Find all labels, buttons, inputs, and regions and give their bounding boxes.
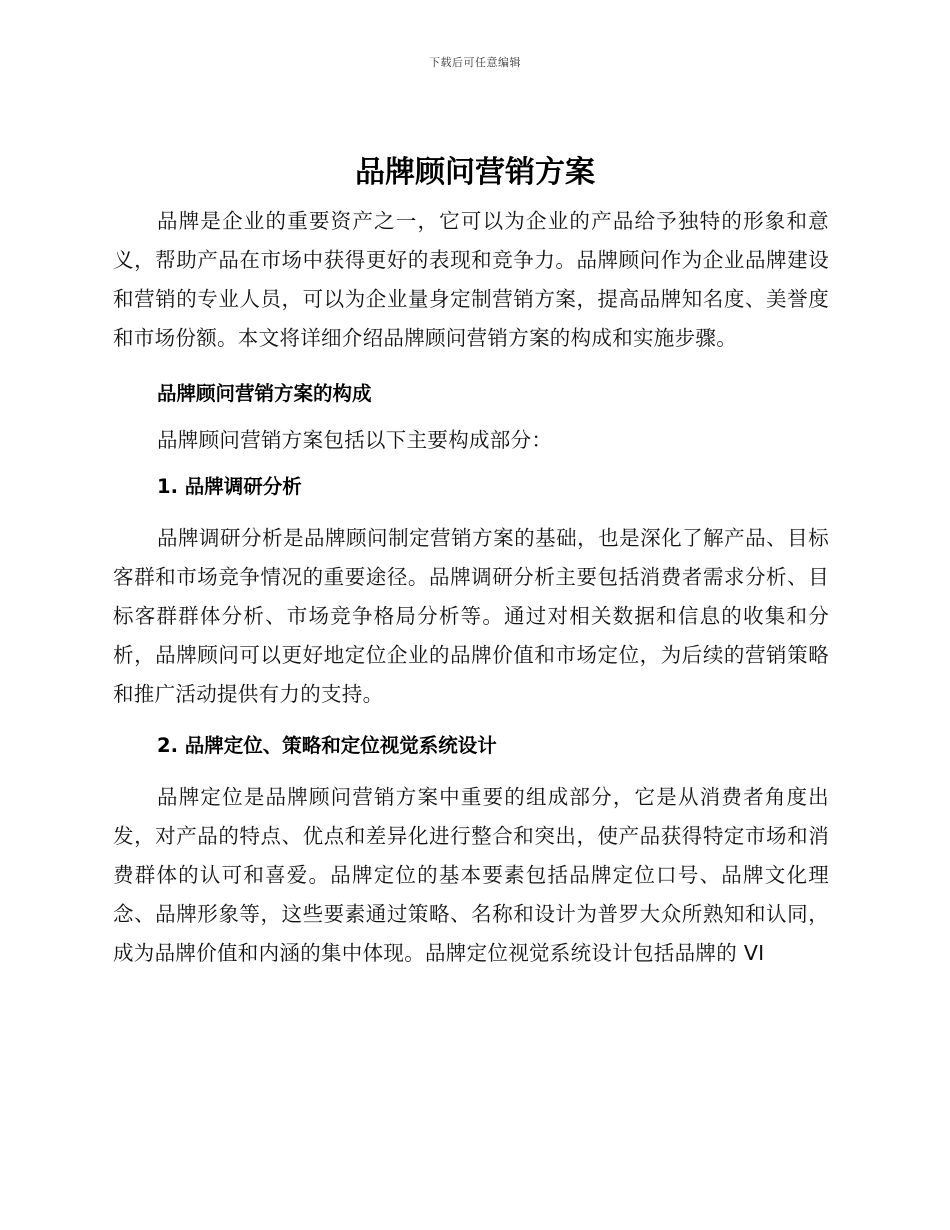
- spacer: [113, 714, 829, 731]
- spacer: [113, 409, 829, 421]
- document-title: 品牌顾问营销方案: [355, 155, 595, 190]
- spacer: [113, 460, 829, 472]
- intro-paragraph: 品牌是企业的重要资产之一，它可以为企业的产品给予独特的形象和意义，帮助产品在市场中获得更好的表现和竞争力。品牌顾问作为企业品牌建设和营销的专业人员，可以为企业量身定制营销方案，提高品牌知名度、美誉度和市场份额。本文将详细介绍品牌顾问营销方案的构成和实施步骤。: [113, 209, 829, 350]
- spacer: [113, 761, 829, 778]
- item-1-heading: 1. 品牌调研分析: [157, 475, 302, 498]
- document-body: [113, 202, 829, 973]
- running-header: 下载后可任意编辑: [429, 56, 521, 69]
- item-2-heading: 2. 品牌定位、策略和定位视觉系统设计: [157, 734, 497, 757]
- spacer: [113, 358, 829, 379]
- item-1-paragraph: 品牌调研分析是品牌顾问制定营销方案的基础，也是深化了解产品、目标客群和市场竞争情况的重要途径。品牌调研分析主要包括消费者需求分析、目标客群群体分析、市场竞争格局分析等。通过对相关数据和信息的收集和分析，品牌顾问可以更好地定位企业的品牌价值和市场定位，为后续的营销策略和推广活动提供有力的支持。: [113, 526, 829, 706]
- spacer: [113, 502, 829, 519]
- section-lead-paragraph: 品牌顾问营销方案包括以下主要构成部分：: [157, 428, 553, 452]
- item-2-paragraph: 品牌定位是品牌顾问营销方案中重要的组成部分，它是从消费者角度出发，对产品的特点、优点和差异化进行整合和突出，使产品获得特定市场和消费群体的认可和喜爱。品牌定位的基本要素包括品牌定位口号、品牌文化理念、品牌形象等，这些要素通过策略、名称和设计为普罗大众所熟知和认同，成为品牌价值和内涵的集中体现。品牌定位视觉系统设计包括品牌的 VI: [113, 785, 829, 965]
- section-heading: 品牌顾问营销方案的构成: [157, 382, 372, 405]
